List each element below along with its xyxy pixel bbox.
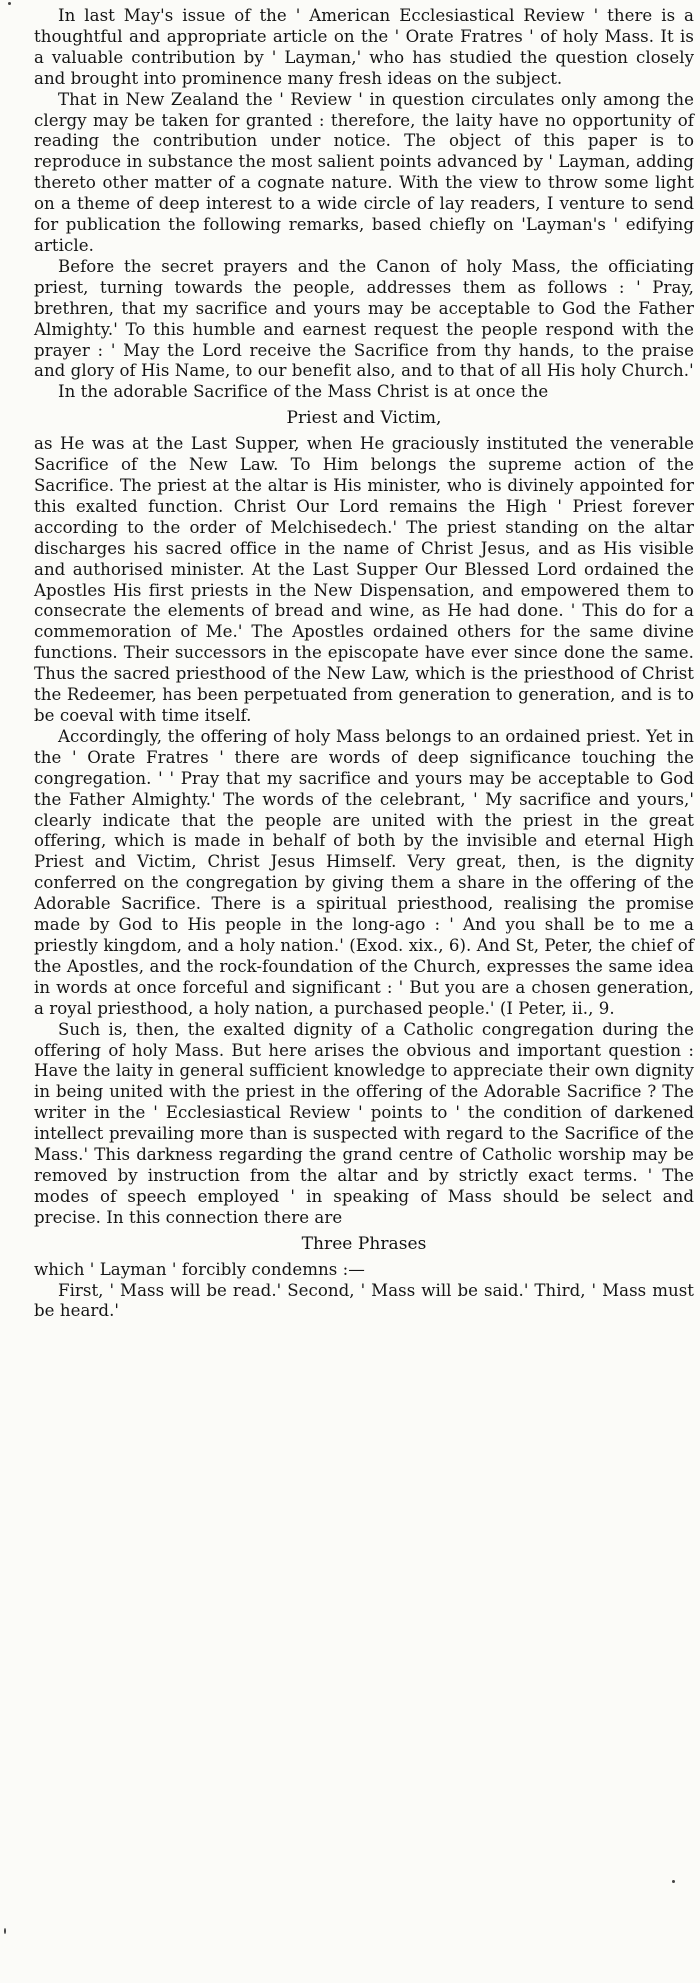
paragraph-last-supper: as He was at the Last Supper, when He graciously instituted the venerable Sacrifice of the New Law. To Him belongs the supreme action of the Sacrifice. The priest at the altar is His minister, who is divinely appointed for this exalted function. Christ Our Lord remains the High ' Priest forever according to the order of Melchisedech.' The priest standing on the altar discharges his sacred office in the name of Christ Jesus, and as His visible and authorised minister. At the Last Supper Our Blessed Lord ordained the Apostles His first priests in the New Dispensation, and empowered them to consecrate the elements of bread and wine, as He had done. ' This do for a commemoration of Me.' The Apostles ordained others for the same divine functions. Their successors in the episcopate have ever since done the same. Thus the sacred priesthood of the New Law, which is the priesthood of Christ the Redeemer, has been perpetuated from generation to generation, and is to be coeval with time itself.	[34, 434, 694, 725]
subheading-three-phrases: Three Phrases	[301, 1233, 427, 1254]
print-speck	[8, 2, 11, 5]
paragraph-priest-victim-lead: In the adorable Sacrifice of the Mass Christ is at once the	[58, 382, 549, 402]
subheading-priest-and-victim: Priest and Victim,	[286, 408, 442, 429]
print-speck	[672, 1880, 675, 1883]
paragraph-orate-fratres-prayer: Before the secret prayers and the Canon of holy Mass, the officiating priest, turning towards the people, addresses them as follows : ' Pray, brethren, that my sacrifice and yours may be acceptable to God the Father Almighty.' To this humble and earnest request the people respond with the prayer : ' May the Lord receive the Sacrifice from thy hands, to the praise and glory of His Name, to our benefit also, and to that of all His holy Church.'	[34, 256, 694, 381]
print-speck	[4, 1928, 6, 1934]
paragraph-accordingly: Accordingly, the offering of holy Mass belongs to an ordained priest. Yet in the ' Orate Fratres ' there are words of deep significance touching the congregation. ' ' Pray that my sacrifice and yours may be acceptable to God the Father Almighty.' The words of the celebrant, ' My sacrifice and yours,' clearly indicate that the people are united with the priest in the great offering, which is made in behalf of both by the invisible and eternal High Priest and Victim, Christ Jesus Himself. Very great, then, is the dignity conferred on the congregation by giving them a share in the offering of the Adorable Sacrifice. There is a spiritual priesthood, realising the promise made by God to His people in the long-ago : ' And you shall be to me a priestly kingdom, and a holy nation.' (Exod. xix., 6). And St, Peter, the chief of the Apostles, and the rock-foundation of the Church, expresses the same idea in words at once forceful and significant : ' But you are a chosen generation, a royal priesthood, a holy nation, a purchased people.' (I Peter, ii., 9.	[34, 726, 694, 1018]
article-column	[34, 6, 694, 1322]
paragraph-intro: In last May's issue of the ' American Ecclesiastical Review ' there is a thoughtful and appropriate article on the ' Orate Fratres ' of holy Mass. It is a valuable contribution by ' Layman,' who has studied the question closely and brought into prominence many fresh ideas on the subject.	[34, 6, 694, 88]
paragraph-exalted-dignity: Such is, then, the exalted dignity of a Catholic congregation during the offering of holy Mass. But here arises the obvious and important question : Have the laity in general sufficient knowledge to appreciate their own dignity in being united with the priest in the offering of the Adorable Sacrifice ? The writer in the ' Ecclesiastical Review ' points to ' the condition of darkened intellect prevailing more than is suspected with regard to the Sacrifice of the Mass.' This darkness regarding the grand centre of Catholic worship may be removed by instruction from the altar and by strictly exact terms. ' The modes of speech employed ' in speaking of Mass should be select and precise. In this connection there are	[34, 1019, 694, 1227]
paragraph-layman-condemns: which ' Layman ' forcibly condemns :—	[34, 1259, 365, 1279]
paragraph-new-zealand: That in New Zealand the ' Review ' in question circulates only among the clergy may be taken for granted : therefore, the laity have no opportunity of reading the contribution under notice. The object of this paper is to reproduce in substance the most salient points advanced by ' Layman, adding thereto other matter of a cognate nature. With the view to throw some light on a theme of deep interest to a wide circle of lay readers, I venture to send for publication the following remarks, based chiefly on 'Layman's ' edifying article.	[34, 89, 694, 255]
paragraph-three-phrases-list: First, ' Mass will be read.' Second, ' Mass will be said.' Third, ' Mass must be heard.'	[34, 1280, 694, 1321]
